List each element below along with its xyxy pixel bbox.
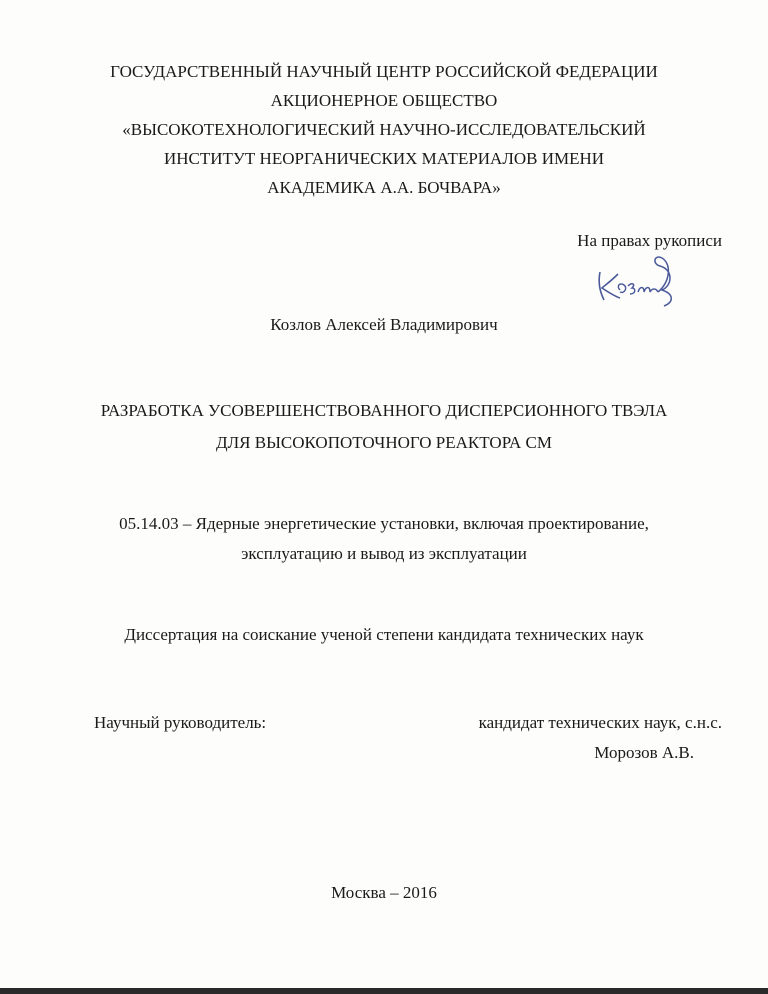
author-name: Козлов Алексей Владимирович (270, 315, 498, 334)
supervisor-title: кандидат технических наук, с.н.с. (478, 713, 722, 732)
supervisor-label: Научный руководитель: (94, 713, 267, 732)
specialty-line-2: эксплуатацию и вывод из эксплуатации (241, 544, 527, 563)
org-line-5: АКАДЕМИКА А.А. БОЧВАРА» (267, 178, 501, 197)
degree-statement: Диссертация на соискание ученой степени кандидата технических наук (124, 625, 644, 644)
org-line-2: АКЦИОНЕРНОЕ ОБЩЕСТВО (270, 91, 498, 110)
thesis-title-line-1: РАЗРАБОТКА УСОВЕРШЕНСТВОВАННОГО ДИСПЕРСИОННОГО ТВЭЛА (100, 401, 668, 420)
org-line-4: ИНСТИТУТ НЕОРГАНИЧЕСКИХ МАТЕРИАЛОВ ИМЕНИ (163, 149, 605, 168)
specialty-line-1: 05.14.03 – Ядерные энергетические установки, включая проектирование, (119, 514, 649, 533)
org-line-1: ГОСУДАРСТВЕННЫЙ НАУЧНЫЙ ЦЕНТР РОССИЙСКОЙ ФЕДЕРАЦИИ (110, 62, 658, 81)
manuscript-note: На правах рукописи (577, 231, 722, 250)
signature-icon (590, 252, 680, 308)
org-line-3: «ВЫСОКОТЕХНОЛОГИЧЕСКИЙ НАУЧНО-ИССЛЕДОВАТЕЛЬСКИЙ (122, 120, 646, 139)
city-year: Москва – 2016 (331, 883, 437, 902)
thesis-title-line-2: ДЛЯ ВЫСОКОПОТОЧНОГО РЕАКТОРА СМ (216, 433, 552, 452)
supervisor-name: Морозов А.В. (594, 743, 694, 762)
scan-edge (0, 988, 768, 994)
